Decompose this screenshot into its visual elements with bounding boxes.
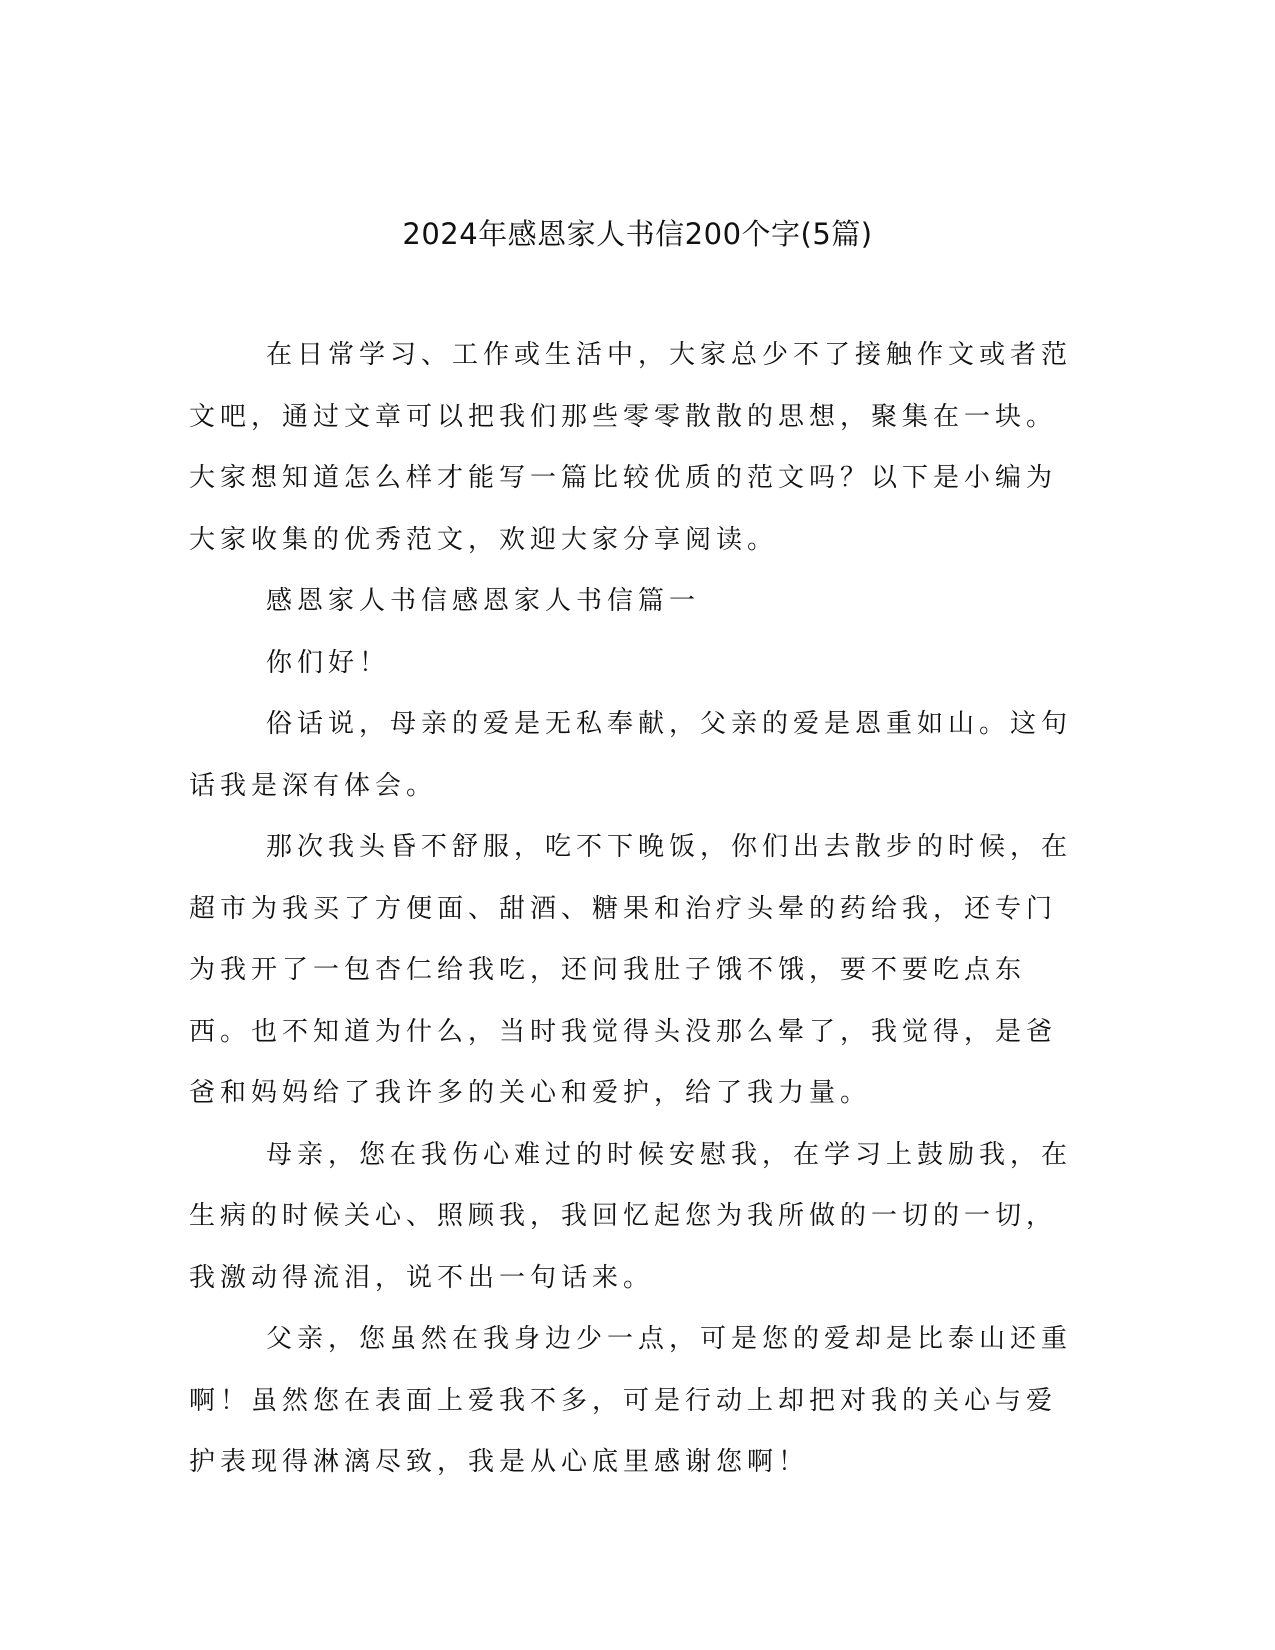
document-title: 2024年感恩家人书信200个字(5篇) — [402, 217, 873, 251]
paragraph-intro: 在日常学习、工作或生活中，大家总少不了接触作文或者范文吧，通过文章可以把我们那些零零散散的思想，聚集在一块。大家想知道怎么样才能写一篇比较优质的范文吗？以下是小编为大家收集的优秀范文，欢迎大家分享阅读。 — [189, 340, 1073, 555]
paragraph-father: 父亲，您虽然在我身边少一点，可是您的爱却是比泰山还重啊！虽然您在表面上爱我不多，可是行动上却把对我的关心与爱护表现得淋漓尽致，我是从心底里感谢您啊！ — [189, 1324, 1073, 1477]
document-body — [189, 325, 1079, 1494]
paragraph-mother: 母亲，您在我伤心难过的时候安慰我，在学习上鼓励我，在生病的时候关心、照顾我，我回忆起您为我所做的一切的一切，我激动得流泪，说不出一句话来。 — [189, 1139, 1073, 1293]
paragraph-greeting: 你们好！ — [266, 647, 391, 678]
paragraph-saying: 俗话说，母亲的爱是无私奉献，父亲的爱是恩重如山。这句话我是深有体会。 — [189, 709, 1073, 801]
paragraph-section-heading: 感恩家人书信感恩家人书信篇一 — [266, 586, 701, 616]
paragraph-memory: 那次我头昏不舒服，吃不下晚饭，你们出去散步的时候，在超市为我买了方便面、甜酒、糖果和治疗头晕的药给我，还专门为我开了一包杏仁给我吃，还问我肚子饿不饿，要不要吃点东西。也不知道为什么，当时我觉得头没那么晕了，我觉得，是爸爸和妈妈给了我许多的关心和爱护，给了我力量。 — [189, 832, 1073, 1108]
